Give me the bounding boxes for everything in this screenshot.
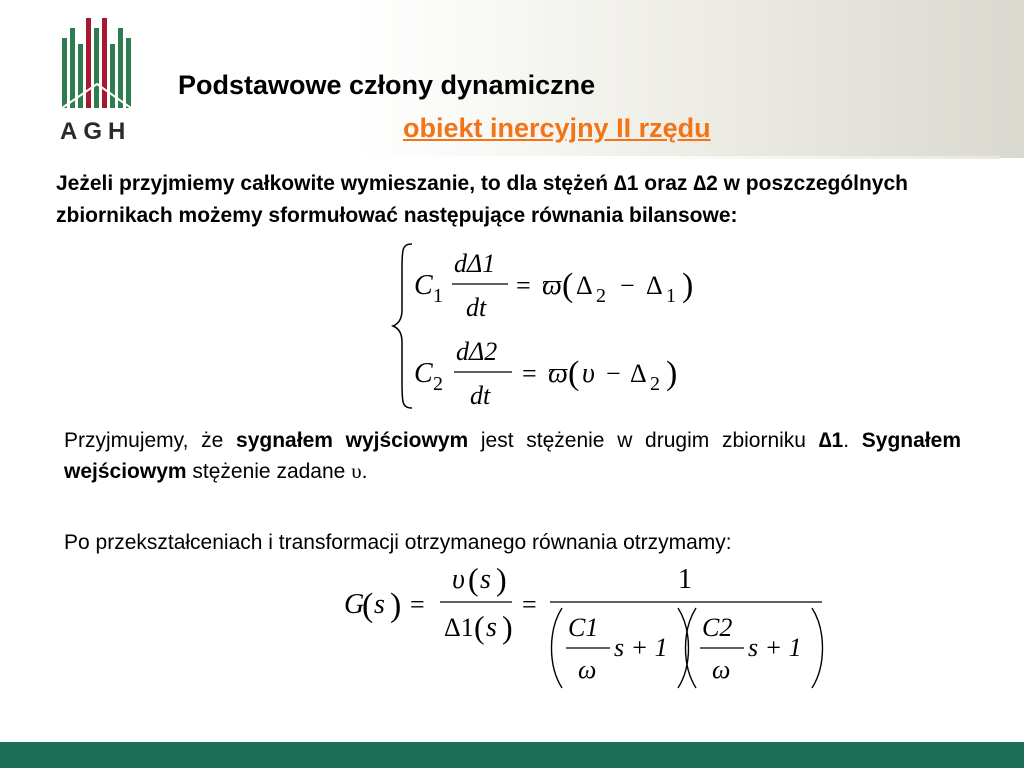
svg-text:): ) (496, 561, 507, 597)
paragraph-transform: Po przekształceniach i transformacji otrzymanego równania otrzymamy: (64, 531, 732, 554)
tf-num1: υ (452, 564, 465, 595)
svg-text:s: s (480, 564, 491, 595)
eq2-b: Δ (630, 359, 647, 388)
intro-text: Jeżeli przyjmiemy całkowite wymieszanie, to dla stężeń ∆1 oraz ∆2 w poszczególnych zbiornikach możemy sformułować następujące równania bilansowe: (56, 172, 908, 227)
tf-omega2: ω (712, 655, 731, 684)
p1-delta: ∆1 (818, 429, 844, 452)
eq1-coef-sub: 1 (433, 285, 443, 307)
tf-den1: Δ1 (444, 613, 474, 642)
footer-bar (0, 742, 1024, 768)
tf-plus2: s + 1 (748, 633, 802, 662)
tf-eq1: = (410, 590, 425, 619)
eq1-a: Δ (576, 271, 593, 300)
eq1-eq: = (516, 271, 531, 300)
left-brace (393, 244, 412, 408)
eq1-a-sub: 2 (596, 285, 606, 307)
eq2-eq: = (522, 359, 537, 388)
eq2-rparen: ) (666, 355, 678, 392)
eq2-a: υ (582, 358, 595, 389)
p1-text-1: Przyjmujemy, że (64, 429, 237, 452)
eq1-den: dt (466, 293, 487, 322)
svg-text:): ) (502, 609, 513, 645)
tf-c1: C1 (568, 613, 599, 642)
slide-title: Podstawowe człony dynamiczne (178, 70, 596, 100)
svg-text:): ) (390, 587, 402, 624)
eq2-den: dt (470, 381, 491, 410)
transfer-function (340, 560, 830, 694)
eq2-b-sub: 2 (650, 373, 660, 395)
eq1-lparen: ( (562, 267, 574, 304)
eq2-minus: − (606, 359, 621, 388)
eq1-num: dΔ1 (454, 249, 496, 278)
eq1-minus: − (620, 271, 635, 300)
eq1-b-sub: 1 (666, 285, 676, 307)
eq1-b: Δ (646, 271, 663, 300)
p1-text-5: . (361, 460, 368, 483)
tf-G: G (344, 589, 365, 620)
tf-eq2: = (522, 590, 537, 619)
eq1-rparen: ) (682, 267, 694, 304)
balance-equations (390, 240, 710, 412)
eq2-coef-sub: 2 (433, 373, 443, 395)
eq1-coef: C (414, 270, 433, 301)
p1-upsilon: υ (351, 459, 362, 483)
tf-c2: C2 (702, 613, 733, 642)
svg-text:(: ( (474, 609, 485, 645)
logo-text: AGH (60, 118, 132, 145)
paragraph-signals (64, 425, 961, 487)
eq2-lparen: ( (568, 355, 580, 392)
eq2-num: dΔ2 (456, 337, 498, 366)
header-divider (0, 156, 1000, 159)
p1-output-signal: sygnałem wyjściowym (236, 429, 469, 452)
svg-text:s: s (486, 612, 497, 643)
p1-text-3: . (843, 429, 862, 452)
svg-text:(: ( (362, 587, 374, 624)
p1-text-4: stężenie zadane (186, 460, 352, 483)
slide-subtitle: obiekt inercyjny II rzędu (403, 113, 711, 143)
eq2-coef: C (414, 358, 433, 389)
tf-plus1: s + 1 (614, 633, 668, 662)
tf-omega1: ω (578, 655, 597, 684)
p1-text-2: jest stężenie w drugim zbiorniku (468, 429, 819, 452)
eq1-factor: ϖ (542, 270, 562, 301)
tf-one: 1 (678, 564, 692, 595)
eq2-factor: ϖ (548, 358, 568, 389)
p1-input-signal: Sygnałem wejściowym (64, 429, 961, 483)
tf-s: s (374, 589, 385, 620)
svg-text:(: ( (468, 561, 479, 597)
